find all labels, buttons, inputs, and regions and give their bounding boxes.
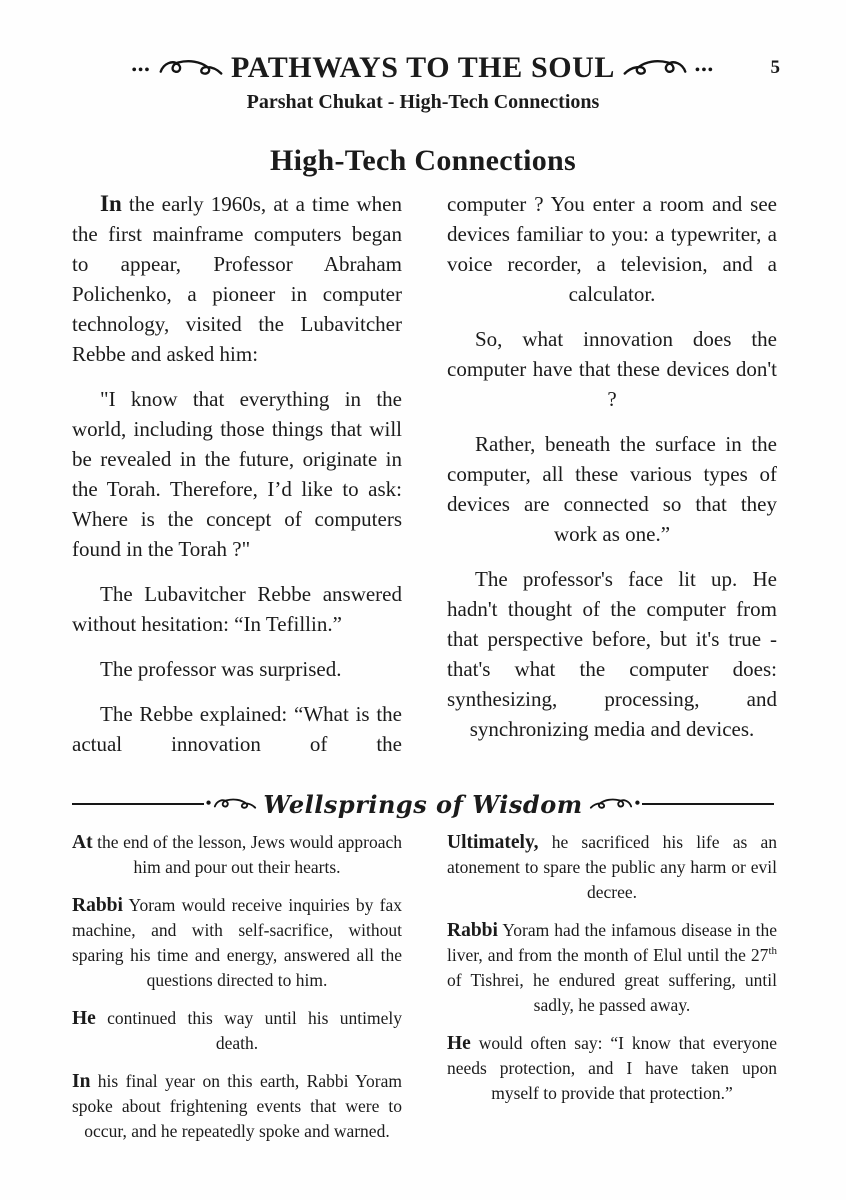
divider-line-right [642, 803, 774, 805]
paragraph: At the end of the lesson, Jews would approach him and pour out their hearts. [72, 832, 402, 877]
paragraph: Rabbi Yoram would receive inquiries by fax machine, and with self-sacrifice, without sparing his time and energy, answered all the questions directed to him. [72, 895, 402, 990]
publication-title: PATHWAYS TO THE SOUL [230, 51, 616, 84]
article-title: High-Tech Connections [269, 144, 577, 177]
wellsprings-left-column [72, 830, 402, 1157]
page-header [0, 0, 846, 114]
paragraph: The professor's face lit up. He hadn't thought of the computer from that perspective before, but it's true - that's what the computer does: synthesizing, processing, and synchronizing media and devices. [447, 567, 777, 741]
flourish-icon [622, 55, 688, 81]
paragraph: Rabbi Yoram had the infamous disease in the liver, and from the month of Elul until the 27th of Tishrei, he endured great suffering, until sadly, he passed away. [447, 920, 777, 1015]
article-right-column [447, 189, 777, 774]
paragraph: He continued this way until his untimely death. [72, 1008, 402, 1053]
lead-word: At [72, 832, 93, 853]
paragraph: computer ? You enter a room and see devices familiar to you: a typewriter, a voice recorder, a television, and a calculator. [447, 192, 777, 306]
lead-word: In [72, 1071, 91, 1092]
wellsprings-title: Wellsprings of Wisdom [263, 789, 583, 819]
paragraph: The Rebbe explained: “What is the actual innovation of the [72, 702, 402, 756]
lead-word: He [447, 1033, 471, 1054]
page-number: 5 [770, 57, 780, 78]
flourish-icon [158, 55, 224, 81]
divider-line-left [72, 803, 204, 805]
lead-word: He [72, 1008, 96, 1029]
paragraph: "I know that everything in the world, including those things that will be revealed in the future, originate in the Torah. Therefore, I’d like to ask: Where is the concept of computers found in the Torah ?" [72, 387, 402, 561]
paragraph: In his final year on this earth, Rabbi Yoram spoke about frightening events that were to occur, and he repeatedly spoke and warned. [72, 1071, 402, 1141]
paragraph: The Lubavitcher Rebbe answered without hesitation: “In Tefillin.” [72, 582, 402, 636]
parsha-subtitle: Parshat Chukat - High-Tech Connections [246, 91, 600, 113]
article-left-column [72, 189, 402, 774]
lead-word: In [100, 191, 122, 216]
paragraph: In the early 1960s, at a time when the first mainframe computers began to appear, Professor Abraham Polichenko, a pioneer in computer technology, visited the Lubavitcher Rebbe and asked him: [72, 191, 402, 366]
wellsprings-divider [0, 787, 846, 821]
flourish-icon [213, 796, 257, 812]
paragraph: So, what innovation does the computer have that these devices don't ? [447, 327, 777, 411]
paragraph: He would often say: “I know that everyone needs protection, and I have taken upon myself to provide that protection.” [447, 1033, 777, 1103]
lead-word: Rabbi [447, 920, 498, 941]
ornament-dots-right: ••• [695, 63, 715, 78]
wellsprings-body [0, 830, 846, 1157]
paragraph: Rather, beneath the surface in the computer, all these various types of devices are connected so that they work as one.” [447, 432, 777, 546]
lead-word: Rabbi [72, 895, 123, 916]
paragraph: Ultimately, he sacrificed his life as an atonement to spare the public any harm or evil decree. [447, 832, 777, 902]
lead-word: Ultimately, [447, 832, 539, 853]
masthead [0, 48, 846, 88]
ornament-dots-left: ••• [131, 63, 151, 78]
paragraph: The professor was surprised. [100, 657, 342, 681]
flourish-icon [589, 796, 633, 812]
divider-dot-left: • [205, 795, 212, 812]
article-body [0, 189, 846, 774]
divider-dot-right: • [634, 795, 641, 812]
wellsprings-right-column [447, 830, 777, 1157]
